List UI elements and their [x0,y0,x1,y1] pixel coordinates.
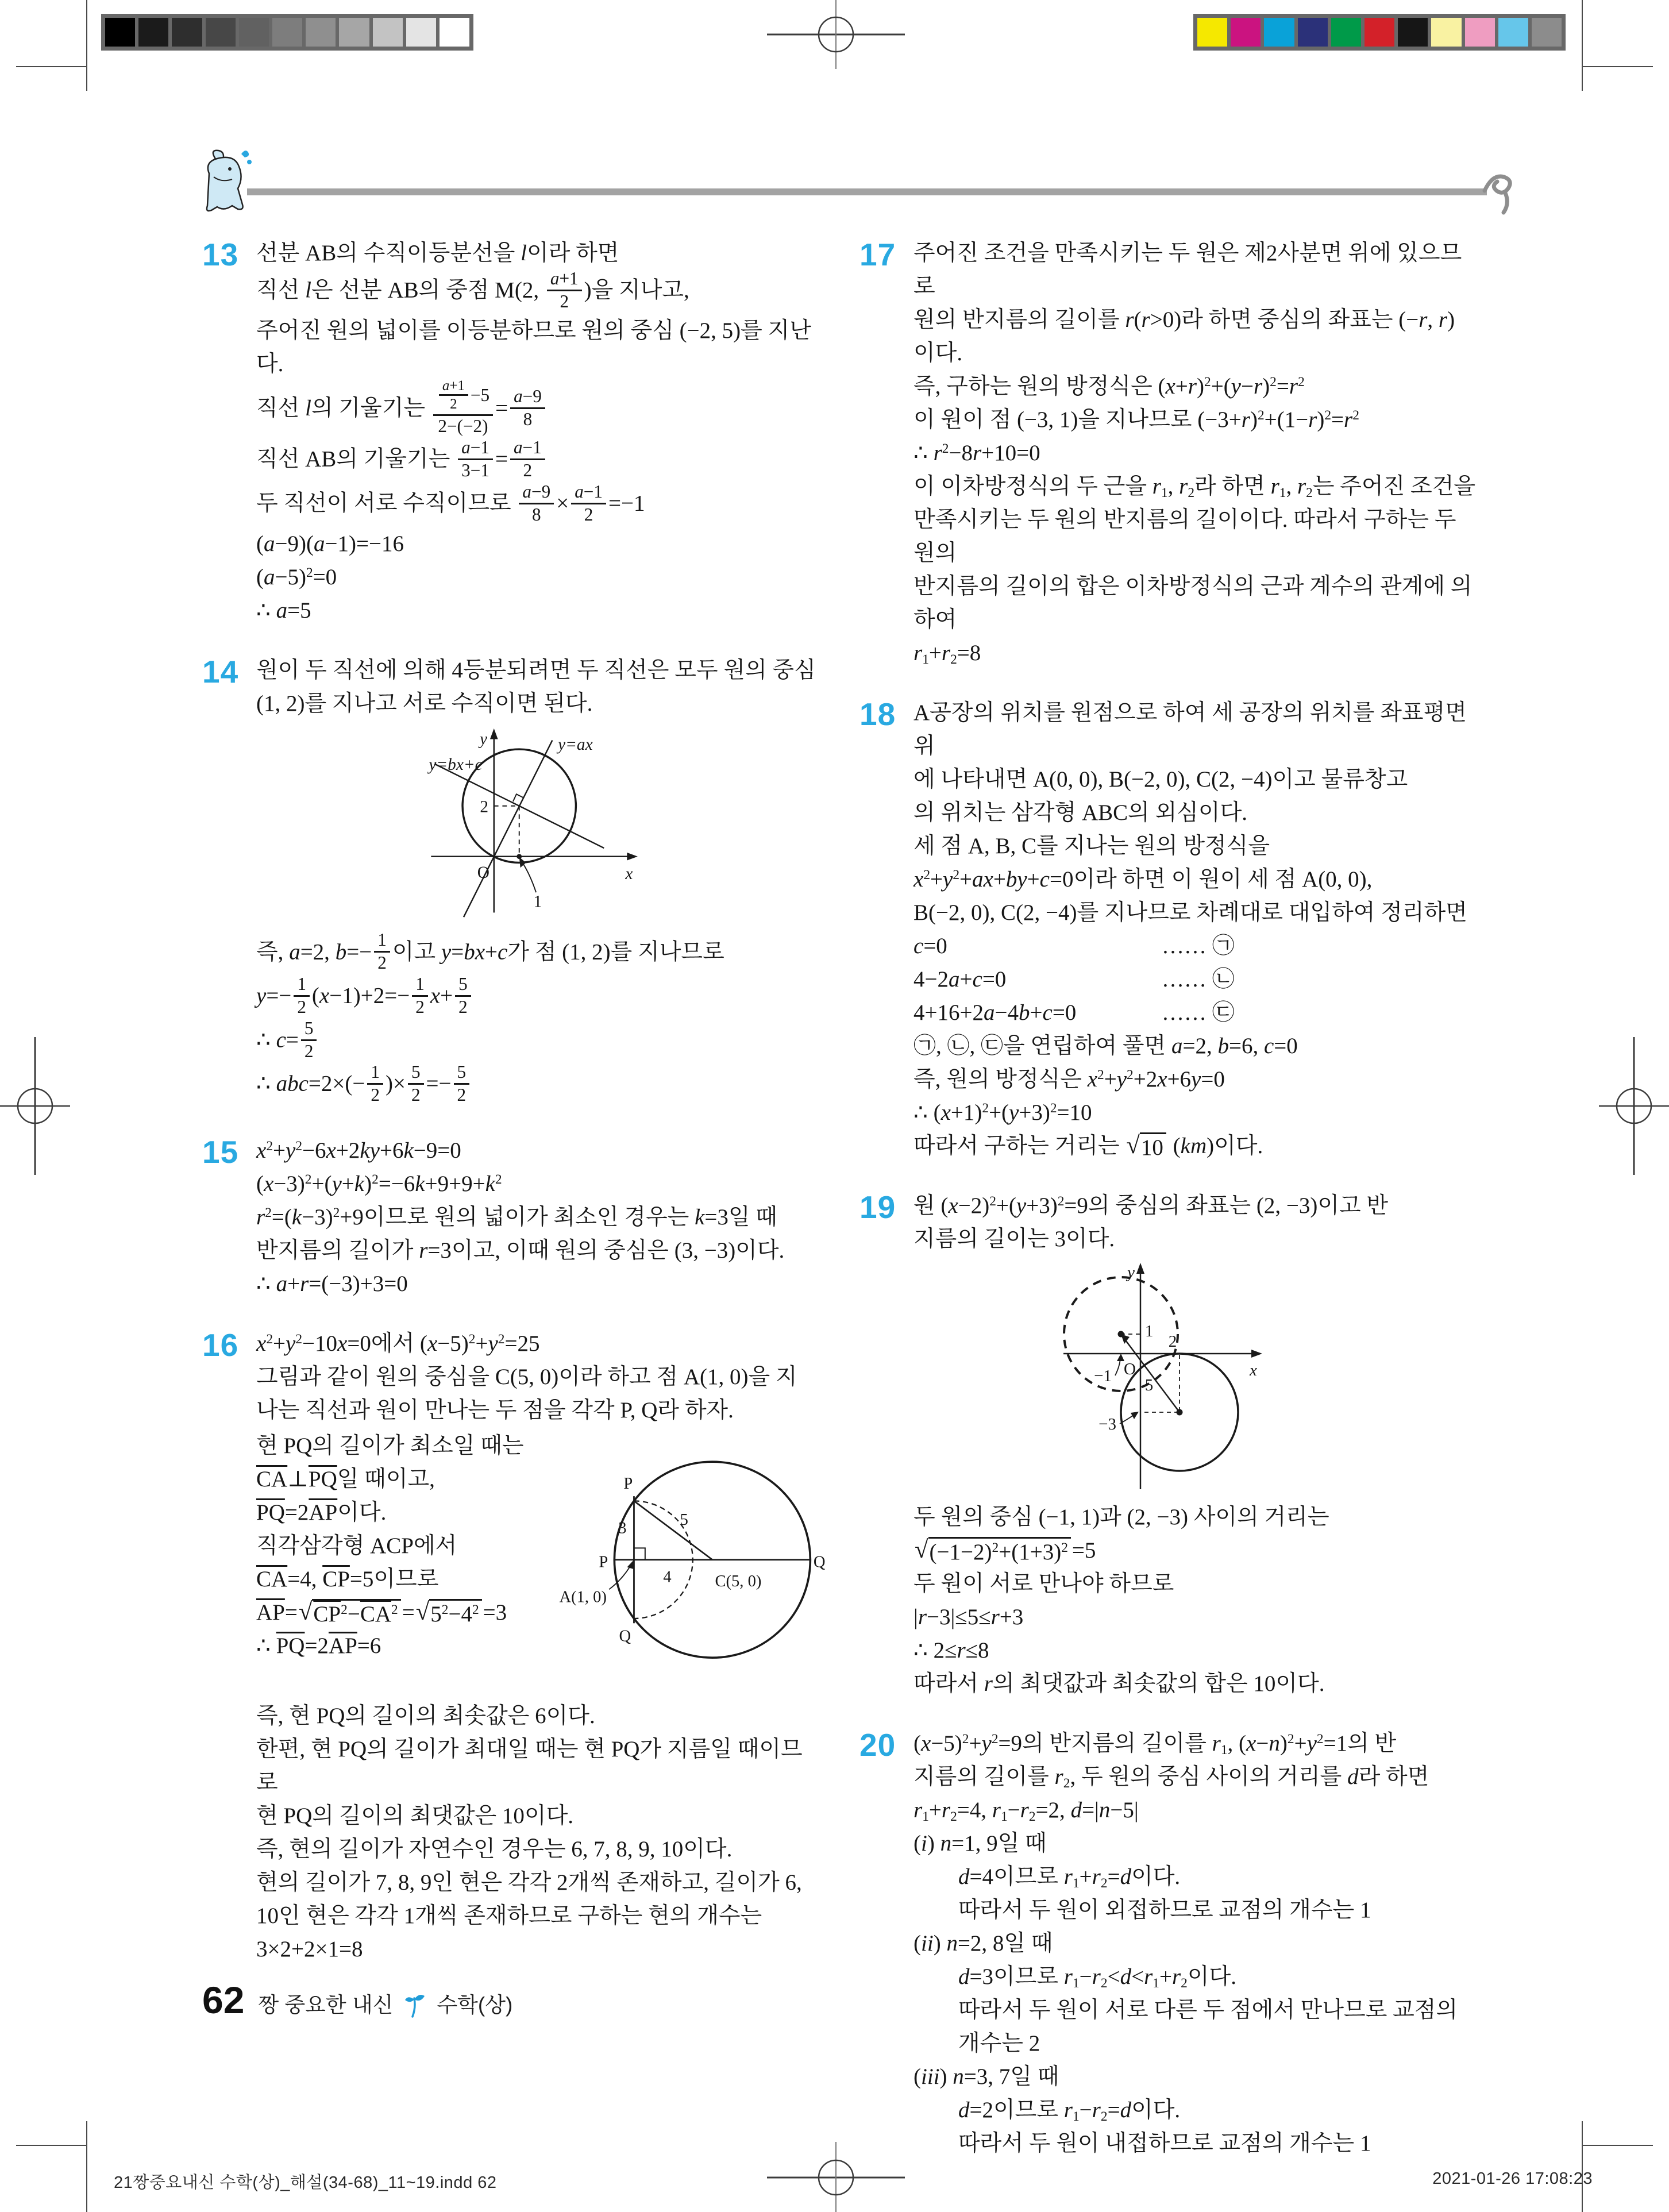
solution-line: 만족시키는 두 원의 반지름의 길이이다. 따라서 구하는 두 원의 [913,507,1456,565]
axis-label-x: x [1250,1361,1257,1379]
left-column [202,237,826,1993]
tagged-equation [913,996,1482,1030]
solution-line: A공장의 위치를 원점으로 하여 세 공장의 위치를 좌표평면 위 [913,700,1467,758]
header-rule-ornament-icon [1482,169,1517,215]
crop-mark [16,2145,87,2146]
solution-line: 주어진 조건을 만족시키는 두 원은 제2사분면 위에 있으므로 [913,241,1462,299]
solution-line: $x^2+y^2-10x=0$에서 $(x-5)^2+y^2=25$ [256,1331,540,1357]
length-label-5: 5 [680,1510,688,1529]
solution-line: 주어진 원의 넓이를 이등분하므로 원의 중심 (−2, 5)를 지난다. [256,318,811,376]
problem-19 [859,1189,1482,1701]
crop-mark [1582,0,1583,91]
solution-line: 에 나타내면 A(0, 0), B(−2, 0), C(2, −4)이고 물류창고 [913,767,1408,792]
problem-number: 17 [859,237,896,272]
label-arrow [609,1566,630,1590]
point-label-P: P [623,1475,633,1493]
solution-line: 지름의 길이를 $r_2$, 두 원의 중심 사이의 거리를 d라 하면 [913,1764,1429,1791]
problem-number: 13 [202,237,239,272]
tick-label-2: 2 [480,797,488,816]
problem-number: 16 [202,1327,239,1363]
problem-13 [202,237,818,627]
page-number: 62 [202,1979,245,2021]
origin-label: O [1124,1360,1136,1378]
tagged-equation [913,963,1482,996]
solution-line: 선분 AB의 수직이등분선을 l이라 하면 [256,241,619,265]
solution-line: 즉, 원의 방정식은 $x^2+y^2+2x+6y=0$ [913,1067,1225,1092]
solution-line: ∴ a=5 [256,598,311,623]
axis-label-x: x [625,864,633,883]
color-swatch [105,18,135,47]
solution-line: 이 이차방정식의 두 근을 $r_1$, $r_2$라 하면 $r_1$, $r_2$는 주어진 조건을 [913,474,1476,500]
crop-mark [1582,2121,1583,2212]
solution-line: 의 위치는 삼각형 ABC의 외심이다. [913,800,1248,825]
solution-line: d=4이므로 $r_1+r_2=d$이다. [958,1864,1181,1891]
mascot-illustration [196,147,254,217]
problem-20 [859,1727,1482,2160]
solution-line: $(x-5)^2+y^2=9$의 반지름의 길이를 $r_1$, $(x-n)^2+y^2=1$의 반 [913,1731,1397,1758]
point-label-P: P [599,1553,608,1571]
solution-line: √ $(-1-2)^2+(1+3)^2$ =5 [915,1536,1096,1564]
crop-mark [1582,2145,1653,2146]
point-label-A: A(1, 0) [559,1588,607,1606]
color-swatch [206,18,236,47]
problem-number: 15 [202,1134,239,1170]
problem-17 [859,237,1482,670]
solution-line: 즉, a=2, b=− $\frac{1}{2}$ 이고 y=bx+c가 점 (1, 2)를 지나므로 [256,930,724,973]
color-swatch [1331,18,1361,47]
color-swatch [339,18,369,47]
page-footer [202,1981,512,2019]
tick-label-1: 1 [533,892,542,911]
problem-number: 14 [202,653,239,689]
problem-number: 20 [859,1727,896,1763]
color-swatch [1365,18,1394,47]
equation-tag: …… ㉠ [1162,934,1235,958]
solution-line: 따라서 r의 최댓값과 최솟값의 합은 10이다. [913,1671,1325,1696]
chord-circle-diagram [556,1427,826,1695]
solution-line: 직선 l의 기울기는 $\frac{a+1}{2}$ −5 2−(−2) = $\frac{a-9}{8}$ [256,381,818,440]
color-swatch [1465,18,1495,47]
tagged-equation [913,930,1482,963]
point-label-Q: Q [813,1553,826,1571]
solution-line: (1, 2)를 지나고 서로 수직이면 된다. [256,691,593,716]
tick-label-minus3: −3 [1098,1415,1116,1433]
equation-tag: …… ㉢ [1162,1000,1235,1025]
solution-line: 즉, 현 PQ의 길이의 최솟값은 6이다. [256,1704,595,1729]
color-swatch [373,18,403,47]
solution-line: 현의 길이가 7, 8, 9인 현은 각각 2개씩 존재하고, 길이가 6, [256,1870,802,1895]
right-column [859,237,1482,2187]
feather-icon [403,1991,426,2018]
case-heading: (ii) n=2, 8일 때 [913,1931,1053,1956]
length-label-5: 5 [1144,1376,1154,1394]
solution-line: y=− $\frac{1}{2}$ (x−1)+2=− $\frac{1}{2}$ x+ $\frac{5}{2}$ [256,976,818,1020]
two-circles-diagram [1060,1262,1336,1492]
color-swatch [406,18,436,47]
solution-line: 나는 직선과 원이 만나는 두 점을 각각 P, Q라 하자. [256,1398,734,1423]
right-angle-mark [634,1548,645,1559]
solution-line: 두 직선이 서로 수직이므로 $\frac{a-9}{8}$ × $\frac{a-1}{2}$ =−1 [256,481,645,525]
solution-line: 직선 AB의 기울기는 $\frac{a-1}{3-1}$ = $\frac{a-1}{2}$ [256,439,818,483]
circle-two-lines-diagram [425,726,649,923]
point-1-0 [516,854,522,859]
color-swatch [1532,18,1562,47]
color-swatch [239,18,269,47]
footer-brand-text: 짱 중요한 내신 [258,1993,394,2017]
crop-mark [86,0,87,91]
solution-line: 따라서 두 원이 내접하므로 교점의 개수는 1 [958,2131,1371,2156]
solution-line: 세 점 A, B, C를 지나는 원의 방정식을 [913,834,1270,858]
solution-line: (a−9)(a−1)=−16 [256,531,404,556]
solution-line: 한편, 현 PQ의 길이가 최대일 때는 현 PQ가 지름일 때이므로 [256,1737,803,1795]
print-filename: 21짱중요내신 수학(상)_해설(34-68)_11~19.indd 62 [114,2174,497,2192]
color-swatch [1498,18,1528,47]
length-label-4: 4 [663,1568,672,1586]
color-swatch [1264,18,1294,47]
solution-line: 원이 두 직선에 의해 4등분되려면 두 직선은 모두 원의 중심 [256,657,816,683]
color-swatch [272,18,302,47]
solution-line: 3×2+2×1=8 [256,1937,363,1962]
solution-line: 이 원이 점 (−3, 1)을 지나므로 $(-3+r)^2+(1-r)^2=r^2$ [913,407,1359,432]
color-swatch [440,18,469,47]
print-datetime: 2021-01-26 17:08:23 [1432,2169,1593,2188]
solution-line: 즉, 구하는 원의 방정식은 $(x+r)^2+(y-r)^2=r^2$ [913,374,1305,399]
problem-number: 18 [859,696,896,732]
color-swatch [1431,18,1461,47]
line-label-y-ax: y=ax [558,735,593,754]
length-label-3: 3 [618,1519,627,1537]
equation: 4+16+2a−4b+c=0 [913,1000,1077,1025]
color-swatch [1197,18,1227,47]
solution-line: 원 $(x-2)^2+(y+3)^2=9$의 중심의 좌표는 (2, −3)이고 반 [913,1193,1389,1218]
solution-line: 직각삼각형 ACP에서 [256,1533,457,1559]
footer-subject-text: 수학(상) [437,1993,513,2017]
solution-line: $\overline{CA}=4$, $\overline{CP}=5$이므로 [256,1567,439,1592]
solution-line: $\overline{PQ}=2\overline{AP}$이다. [256,1500,387,1525]
solution-line: ∴ c= $\frac{5}{2}$ [256,1020,818,1064]
solution-line: $(x-3)^2+(y+k)^2=-6k+9+9+k^2$ [256,1171,502,1197]
solution-line: $x^2+y^2+ax+by+c=0$이라 하면 이 원이 세 점 A(0, 0), [913,867,1373,892]
axis-label-y: y [480,729,488,748]
solution-line: 반지름의 길이의 합은 이차방정식의 근과 계수의 관계에 의하여 [913,574,1473,632]
equation-tag: …… ㉡ [1162,967,1235,992]
color-swatch [1398,18,1428,47]
solution-line: d=2이므로 $r_1-r_2=d$이다. [958,2098,1181,2124]
solution-line: 반지름의 길이가 r=3이고, 이때 원의 중심은 (3, −3)이다. [256,1238,785,1263]
color-calibration-bar [1193,14,1566,51]
color-swatch [306,18,336,47]
solution-line: d=3이므로 $r_1-r_2<d<r_1+r_2$이다. [958,1964,1236,1991]
equation: c=0 [913,934,947,958]
solution-line: 원의 반지름의 길이를 r(r>0)라 하면 중심의 좌표는 (−r, r) [913,307,1455,332]
solution-line: 현 PQ의 길이의 최댓값은 10이다. [256,1803,574,1829]
solution-line: $\overline{CA}\perp\overline{PQ}$일 때이고, [256,1467,435,1492]
solution-line: ∴ $\overline{PQ}=2\overline{AP}=6$ [256,1633,381,1659]
solution-line: B(−2, 0), C(2, −4)를 지나므로 차례대로 대입하여 정리하면 [913,900,1467,925]
header-rule [247,188,1487,195]
grayscale-calibration-bar [101,14,473,51]
segment-PC [634,1501,712,1559]
crop-mark [86,2121,87,2212]
solution-line: 현 PQ의 길이가 최소일 때는 [256,1433,524,1459]
color-swatch [1298,18,1328,47]
solution-line: 따라서 두 원이 서로 다른 두 점에서 만나므로 교점의 개수는 2 [958,1998,1458,2056]
line-label-y-bx-c: y=bx+c [429,755,483,774]
solution-line: ㉠, ㉡, ㉢을 연립하여 풀면 a=2, b=6, c=0 [913,1034,1298,1058]
solution-line: 즉, 현의 길이가 자연수인 경우는 6, 7, 8, 9, 10이다. [256,1837,733,1862]
case-heading: (iii) n=3, 7일 때 [913,2064,1059,2089]
solution-line: 지름의 길이는 3이다. [913,1227,1115,1251]
problem-number: 19 [859,1189,896,1225]
solution-line: ∴ $r^2-8r+10=0$ [913,441,1040,465]
solution-line: 두 원이 서로 만나야 하므로 [913,1571,1174,1596]
solution-line: 두 원의 중심 (−1, 1)과 (2, −3) 사이의 거리는 [913,1505,1329,1529]
label-arrow [523,864,536,892]
crop-mark [16,66,87,67]
solution-line: ∴ abc=2×(− $\frac{1}{2}$ )× $\frac{5}{2}$ =− $\frac{5}{2}$ [256,1063,818,1108]
tick-label-minus1: −1 [1094,1367,1112,1385]
registration-mark-icon [1599,1037,1669,1175]
solution-line: 10인 현은 각각 1개씩 존재하므로 구하는 현의 개수는 [256,1903,762,1929]
case-heading: (i) n=1, 9일 때 [913,1831,1047,1856]
solution-line: $r^2=(k-3)^2+9$이므로 원의 넓이가 최소인 경우는 k=3일 때 [256,1205,777,1230]
registration-mark-icon [767,0,905,69]
solution-line: 이다. [913,341,963,365]
solution-line: ∴ 2≤r≤8 [913,1638,989,1663]
solution-line: $(a-5)^2=0$ [256,564,337,589]
solution-line: ∴ a+r=(−3)+3=0 [256,1271,408,1297]
solution-line: 따라서 두 원이 외접하므로 교점의 개수는 1 [958,1898,1371,1922]
origin-label: O [477,863,489,882]
color-swatch [172,18,202,47]
equation: 4−2a+c=0 [913,967,1007,992]
point-label-C: C(5, 0) [715,1572,762,1590]
solution-line: |r−3|≤5≤r+3 [913,1605,1024,1629]
color-swatch [138,18,168,47]
axis-label-y: y [1127,1263,1135,1282]
solution-line: $r_1+r_2=4$, $r_1-r_2=2$, d=|n−5| [913,1798,1139,1824]
problem-15 [202,1134,818,1301]
solution-line: ∴ $(x+1)^2+(y+3)^2=10$ [913,1100,1092,1125]
solution-line: $\overline{AP}=$ √ $CP^2-\overline{CA}^2$ = √ $5^2-4^2$ =3 [256,1598,507,1627]
point-label-Q: Q [619,1627,631,1645]
problem-14 [202,654,818,1108]
solution-line: $r_1+r_2=8$ [913,641,981,667]
problem-16 [202,1327,826,1966]
color-swatch [1231,18,1261,47]
solution-line: 그림과 같이 원의 중심을 C(5, 0)이라 하고 점 A(1, 0)을 지 [256,1365,797,1390]
solution-line: $x^2+y^2-6x+2ky+6k-9=0$ [256,1138,461,1163]
solution-line: 따라서 구하는 거리는 √ 10 (km)이다. [913,1132,1263,1160]
solution-line: 직선 l은 선분 AB의 중점 M(2, $\frac{a+1}{2}$ )을 지나고, [256,268,689,311]
crop-mark [1582,66,1653,67]
registration-mark-icon [0,1037,70,1175]
problem-18 [859,696,1482,1163]
tick-label-2: 2 [1168,1332,1177,1351]
tick-label-1: 1 [1145,1322,1154,1340]
